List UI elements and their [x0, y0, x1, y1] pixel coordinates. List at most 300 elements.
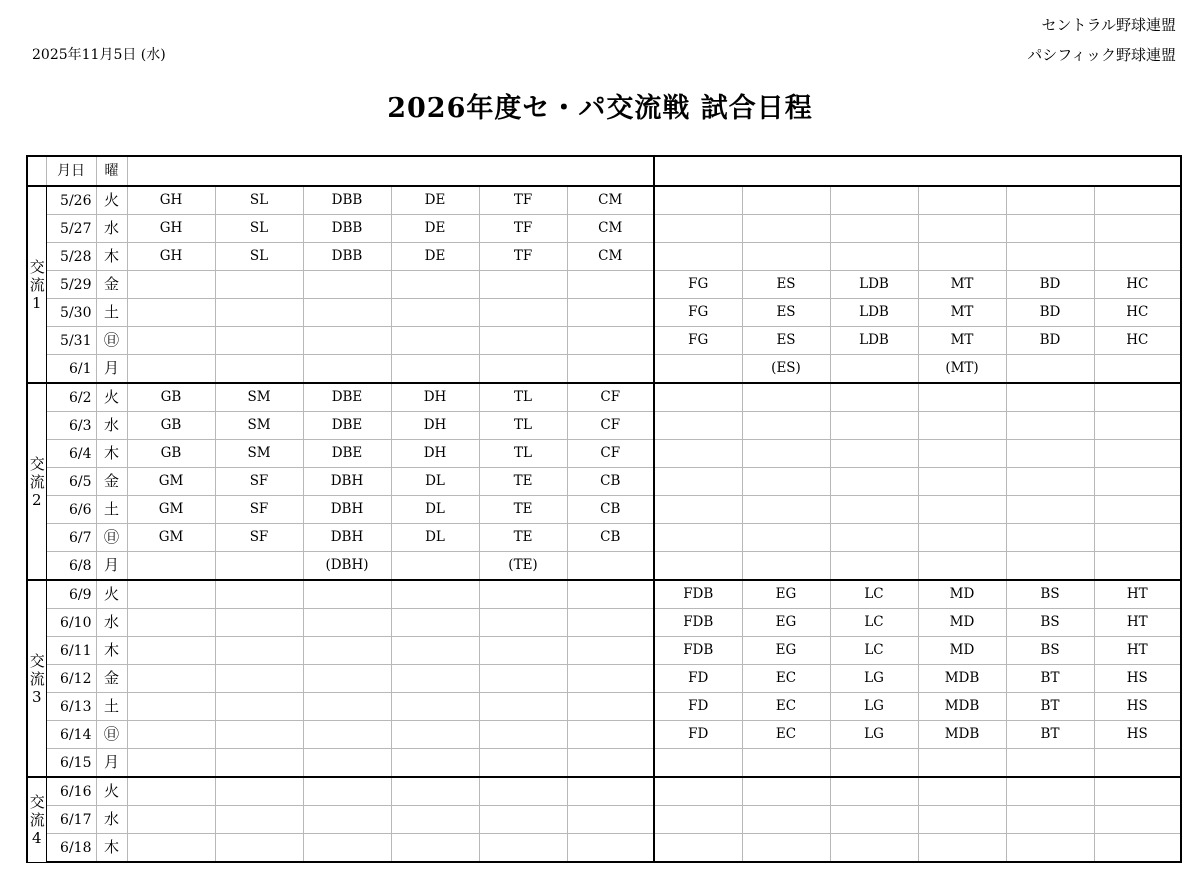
central-matchup-cell: CM — [567, 186, 654, 215]
pacific-matchup-cell: ES — [742, 327, 830, 355]
central-matchup-cell — [127, 721, 215, 749]
central-matchup-cell — [303, 806, 391, 834]
header-row — [27, 156, 1181, 186]
weekday-cell: 水 — [96, 412, 127, 440]
pacific-matchup-cell: HC — [1094, 271, 1181, 299]
central-matchup-cell — [567, 637, 654, 665]
central-matchup-cell — [567, 749, 654, 778]
pacific-matchup-cell: EG — [742, 637, 830, 665]
pacific-matchup-cell: HT — [1094, 580, 1181, 609]
pacific-matchup-cell — [918, 186, 1006, 215]
pacific-matchup-cell: BT — [1006, 665, 1094, 693]
pacific-matchup-cell — [1006, 412, 1094, 440]
pacific-matchup-cell: MD — [918, 637, 1006, 665]
pacific-matchup-cell — [918, 552, 1006, 581]
block-label-char: 2 — [31, 490, 42, 509]
central-matchup-cell: DBE — [303, 412, 391, 440]
central-matchup-cell — [127, 327, 215, 355]
central-matchup-cell: CF — [567, 383, 654, 412]
pacific-matchup-cell — [654, 524, 742, 552]
central-matchup-cell — [215, 552, 303, 581]
central-matchup-cell: CF — [567, 412, 654, 440]
central-matchup-cell — [303, 271, 391, 299]
header-central-group — [127, 156, 654, 186]
central-matchup-cell: GM — [127, 468, 215, 496]
central-matchup-cell: SL — [215, 186, 303, 215]
pacific-matchup-cell — [918, 834, 1006, 863]
pacific-matchup-cell: EC — [742, 665, 830, 693]
pacific-matchup-cell — [1094, 215, 1181, 243]
pacific-matchup-cell — [1094, 524, 1181, 552]
header-month-day: 月日 — [46, 156, 96, 186]
pacific-matchup-cell: HC — [1094, 299, 1181, 327]
block-label-char: 流 — [29, 810, 45, 829]
weekday-cell: 月 — [96, 749, 127, 778]
central-matchup-cell: GB — [127, 440, 215, 468]
date-cell: 6/17 — [46, 806, 96, 834]
pacific-matchup-cell — [654, 552, 742, 581]
central-matchup-cell — [567, 806, 654, 834]
central-matchup-cell: DE — [391, 215, 479, 243]
block-label — [27, 777, 46, 862]
date-cell: 5/27 — [46, 215, 96, 243]
central-matchup-cell — [479, 806, 567, 834]
table-row — [27, 412, 1181, 440]
pacific-matchup-cell — [1094, 468, 1181, 496]
table-row — [27, 609, 1181, 637]
central-matchup-cell — [479, 721, 567, 749]
table-row — [27, 327, 1181, 355]
pacific-matchup-cell — [742, 749, 830, 778]
pacific-matchup-cell — [1094, 749, 1181, 778]
table-row — [27, 355, 1181, 384]
central-matchup-cell — [303, 693, 391, 721]
table-row — [27, 693, 1181, 721]
pacific-matchup-cell: HS — [1094, 693, 1181, 721]
block-label-char: 4 — [31, 828, 42, 847]
central-matchup-cell: DL — [391, 468, 479, 496]
issue-date: 2025年11月5日 (水) — [32, 47, 166, 63]
pacific-matchup-cell — [830, 186, 918, 215]
table-row — [27, 383, 1181, 412]
central-matchup-cell: SF — [215, 524, 303, 552]
table-row — [27, 468, 1181, 496]
weekday-cell: 木 — [96, 834, 127, 863]
pacific-matchup-cell — [1006, 749, 1094, 778]
date-cell: 6/9 — [46, 580, 96, 609]
central-matchup-cell: DH — [391, 383, 479, 412]
weekday-cell: 土 — [96, 496, 127, 524]
pacific-matchup-cell — [830, 412, 918, 440]
central-matchup-cell — [567, 355, 654, 384]
central-matchup-cell — [391, 355, 479, 384]
weekday-cell: 火 — [96, 777, 127, 806]
pacific-matchup-cell — [1094, 777, 1181, 806]
block-label-char: 交 — [29, 454, 45, 473]
table-row — [27, 552, 1181, 581]
pacific-matchup-cell: LDB — [830, 271, 918, 299]
weekday-cell: ㊐ — [96, 524, 127, 552]
date-cell: 6/13 — [46, 693, 96, 721]
weekday-cell: 土 — [96, 299, 127, 327]
pacific-matchup-cell: LG — [830, 665, 918, 693]
central-matchup-cell — [127, 580, 215, 609]
pacific-matchup-cell: EG — [742, 609, 830, 637]
pacific-matchup-cell — [830, 496, 918, 524]
central-matchup-cell — [215, 609, 303, 637]
pacific-matchup-cell — [918, 496, 1006, 524]
pacific-matchup-cell: (MT) — [918, 355, 1006, 384]
table-row — [27, 721, 1181, 749]
central-matchup-cell — [567, 271, 654, 299]
central-matchup-cell: CF — [567, 440, 654, 468]
pacific-matchup-cell: FDB — [654, 637, 742, 665]
pacific-matchup-cell: LC — [830, 637, 918, 665]
central-matchup-cell — [567, 299, 654, 327]
pacific-matchup-cell: HS — [1094, 665, 1181, 693]
central-matchup-cell — [391, 834, 479, 863]
date-cell: 5/31 — [46, 327, 96, 355]
pacific-matchup-cell: HC — [1094, 327, 1181, 355]
pacific-matchup-cell — [830, 215, 918, 243]
pacific-matchup-cell: LDB — [830, 327, 918, 355]
date-cell: 6/8 — [46, 552, 96, 581]
central-matchup-cell: CM — [567, 243, 654, 271]
central-matchup-cell — [215, 580, 303, 609]
pacific-matchup-cell — [1006, 468, 1094, 496]
table-row — [27, 777, 1181, 806]
weekday-cell: 水 — [96, 215, 127, 243]
central-matchup-cell — [391, 721, 479, 749]
pacific-matchup-cell: MD — [918, 609, 1006, 637]
table-row — [27, 440, 1181, 468]
central-matchup-cell — [303, 637, 391, 665]
central-matchup-cell — [567, 552, 654, 581]
pacific-matchup-cell: MDB — [918, 665, 1006, 693]
central-matchup-cell: DBH — [303, 496, 391, 524]
pacific-matchup-cell — [654, 215, 742, 243]
central-matchup-cell: CB — [567, 496, 654, 524]
pacific-matchup-cell — [654, 749, 742, 778]
weekday-cell: 木 — [96, 637, 127, 665]
table-row — [27, 243, 1181, 271]
central-matchup-cell — [479, 609, 567, 637]
pacific-matchup-cell — [1094, 834, 1181, 863]
pacific-matchup-cell: MDB — [918, 693, 1006, 721]
date-cell: 5/30 — [46, 299, 96, 327]
pacific-matchup-cell — [830, 355, 918, 384]
pacific-matchup-cell: BT — [1006, 721, 1094, 749]
central-matchup-cell — [391, 609, 479, 637]
central-matchup-cell: CB — [567, 468, 654, 496]
central-matchup-cell — [127, 777, 215, 806]
central-matchup-cell — [215, 271, 303, 299]
central-matchup-cell — [567, 693, 654, 721]
pacific-matchup-cell — [918, 383, 1006, 412]
central-matchup-cell — [567, 580, 654, 609]
central-matchup-cell: SL — [215, 243, 303, 271]
date-cell: 6/6 — [46, 496, 96, 524]
pacific-matchup-cell — [830, 777, 918, 806]
date-cell: 6/11 — [46, 637, 96, 665]
pacific-matchup-cell — [1094, 412, 1181, 440]
central-matchup-cell: CM — [567, 215, 654, 243]
central-matchup-cell — [303, 721, 391, 749]
central-matchup-cell: GH — [127, 243, 215, 271]
central-matchup-cell — [567, 665, 654, 693]
pacific-matchup-cell — [1094, 243, 1181, 271]
central-matchup-cell — [127, 834, 215, 863]
central-matchup-cell — [215, 749, 303, 778]
central-matchup-cell: TE — [479, 496, 567, 524]
pacific-matchup-cell — [830, 468, 918, 496]
pacific-matchup-cell — [742, 777, 830, 806]
date-cell: 6/3 — [46, 412, 96, 440]
pacific-matchup-cell — [830, 243, 918, 271]
table-row — [27, 637, 1181, 665]
central-matchup-cell: SL — [215, 215, 303, 243]
pacific-matchup-cell — [654, 496, 742, 524]
date-cell: 5/29 — [46, 271, 96, 299]
weekday-cell: 木 — [96, 243, 127, 271]
weekday-cell: 木 — [96, 440, 127, 468]
pacific-matchup-cell — [654, 806, 742, 834]
central-matchup-cell: SF — [215, 496, 303, 524]
central-matchup-cell: TE — [479, 468, 567, 496]
weekday-cell: 月 — [96, 355, 127, 384]
central-matchup-cell: SM — [215, 383, 303, 412]
central-matchup-cell — [303, 580, 391, 609]
central-matchup-cell — [391, 777, 479, 806]
block-label-char: 1 — [31, 293, 42, 312]
table-row — [27, 806, 1181, 834]
central-matchup-cell: (TE) — [479, 552, 567, 581]
weekday-cell: 金 — [96, 468, 127, 496]
pacific-matchup-cell: HT — [1094, 637, 1181, 665]
block-label-char: 交 — [29, 792, 45, 811]
pacific-matchup-cell: BS — [1006, 637, 1094, 665]
central-matchup-cell — [567, 834, 654, 863]
pacific-matchup-cell — [830, 440, 918, 468]
date-cell: 6/7 — [46, 524, 96, 552]
pacific-matchup-cell — [1094, 806, 1181, 834]
central-matchup-cell: GH — [127, 215, 215, 243]
pacific-matchup-cell: FG — [654, 271, 742, 299]
weekday-cell: 金 — [96, 665, 127, 693]
central-matchup-cell — [303, 749, 391, 778]
central-matchup-cell — [479, 327, 567, 355]
central-matchup-cell — [391, 580, 479, 609]
central-matchup-cell — [391, 299, 479, 327]
header-weekday: 曜 — [96, 156, 127, 186]
central-matchup-cell: GB — [127, 383, 215, 412]
central-matchup-cell — [215, 721, 303, 749]
central-matchup-cell: TL — [479, 440, 567, 468]
pacific-matchup-cell: LC — [830, 580, 918, 609]
pacific-matchup-cell: MT — [918, 299, 1006, 327]
pacific-matchup-cell — [918, 749, 1006, 778]
central-matchup-cell — [479, 580, 567, 609]
pacific-matchup-cell — [742, 468, 830, 496]
pacific-matchup-cell — [830, 834, 918, 863]
pacific-matchup-cell: FD — [654, 665, 742, 693]
pacific-matchup-cell: (ES) — [742, 355, 830, 384]
pacific-matchup-cell — [1094, 440, 1181, 468]
pacific-matchup-cell: BD — [1006, 327, 1094, 355]
pacific-matchup-cell — [918, 243, 1006, 271]
central-matchup-cell — [303, 299, 391, 327]
central-matchup-cell: GH — [127, 186, 215, 215]
central-matchup-cell — [479, 777, 567, 806]
pacific-matchup-cell — [1006, 777, 1094, 806]
central-matchup-cell: TF — [479, 186, 567, 215]
header-block-cell — [27, 156, 46, 186]
date-cell: 6/2 — [46, 383, 96, 412]
block-label-char: 交 — [29, 651, 45, 670]
central-matchup-cell: SF — [215, 468, 303, 496]
pacific-matchup-cell — [1006, 243, 1094, 271]
central-matchup-cell: GM — [127, 524, 215, 552]
pacific-matchup-cell: FDB — [654, 609, 742, 637]
central-matchup-cell — [215, 806, 303, 834]
pacific-matchup-cell — [918, 806, 1006, 834]
central-matchup-cell — [391, 637, 479, 665]
pacific-matchup-cell — [830, 749, 918, 778]
pacific-matchup-cell: MD — [918, 580, 1006, 609]
central-matchup-cell — [303, 834, 391, 863]
pacific-matchup-cell — [742, 383, 830, 412]
central-matchup-cell: (DBH) — [303, 552, 391, 581]
table-row — [27, 749, 1181, 778]
central-matchup-cell: DL — [391, 496, 479, 524]
central-matchup-cell — [391, 665, 479, 693]
central-matchup-cell: TL — [479, 383, 567, 412]
table-row — [27, 665, 1181, 693]
central-matchup-cell — [215, 693, 303, 721]
pacific-matchup-cell — [918, 777, 1006, 806]
block-label-char: 流 — [29, 472, 45, 491]
central-matchup-cell — [567, 327, 654, 355]
pacific-matchup-cell — [742, 834, 830, 863]
central-matchup-cell — [479, 834, 567, 863]
central-matchup-cell: DL — [391, 524, 479, 552]
central-matchup-cell — [127, 609, 215, 637]
weekday-cell: 火 — [96, 383, 127, 412]
central-matchup-cell: DBE — [303, 383, 391, 412]
central-matchup-cell — [215, 665, 303, 693]
central-matchup-cell — [391, 806, 479, 834]
central-matchup-cell — [127, 637, 215, 665]
pacific-matchup-cell: ES — [742, 271, 830, 299]
pacific-matchup-cell: HS — [1094, 721, 1181, 749]
pacific-matchup-cell — [830, 806, 918, 834]
pacific-matchup-cell: LG — [830, 693, 918, 721]
central-matchup-cell: SM — [215, 412, 303, 440]
pacific-matchup-cell — [830, 383, 918, 412]
central-matchup-cell — [479, 271, 567, 299]
pacific-matchup-cell: BS — [1006, 580, 1094, 609]
pacific-matchup-cell: BD — [1006, 271, 1094, 299]
pacific-matchup-cell — [742, 412, 830, 440]
central-matchup-cell: GM — [127, 496, 215, 524]
pacific-matchup-cell — [654, 243, 742, 271]
pacific-matchup-cell: LDB — [830, 299, 918, 327]
pacific-matchup-cell — [654, 440, 742, 468]
central-matchup-cell — [127, 355, 215, 384]
block-label-char: 3 — [31, 687, 42, 706]
date-cell: 6/5 — [46, 468, 96, 496]
table-row — [27, 496, 1181, 524]
central-matchup-cell — [479, 355, 567, 384]
pacific-matchup-cell — [742, 496, 830, 524]
central-matchup-cell — [391, 271, 479, 299]
pacific-matchup-cell — [918, 412, 1006, 440]
central-matchup-cell — [479, 749, 567, 778]
central-matchup-cell — [127, 693, 215, 721]
pacific-matchup-cell — [654, 468, 742, 496]
central-matchup-cell: DE — [391, 243, 479, 271]
table-row — [27, 215, 1181, 243]
weekday-cell: 金 — [96, 271, 127, 299]
pacific-matchup-cell — [742, 524, 830, 552]
central-matchup-cell: DBB — [303, 243, 391, 271]
weekday-cell: 火 — [96, 580, 127, 609]
pacific-matchup-cell — [742, 186, 830, 215]
central-matchup-cell — [391, 327, 479, 355]
pacific-matchup-cell — [1094, 186, 1181, 215]
table-row — [27, 524, 1181, 552]
pacific-matchup-cell — [742, 806, 830, 834]
pacific-matchup-cell — [654, 412, 742, 440]
pacific-matchup-cell — [1006, 355, 1094, 384]
central-matchup-cell: DBB — [303, 215, 391, 243]
date-cell: 6/14 — [46, 721, 96, 749]
pacific-matchup-cell: HT — [1094, 609, 1181, 637]
central-matchup-cell — [303, 355, 391, 384]
central-matchup-cell — [215, 777, 303, 806]
date-cell: 5/26 — [46, 186, 96, 215]
central-matchup-cell — [479, 693, 567, 721]
central-matchup-cell — [127, 552, 215, 581]
central-matchup-cell — [567, 777, 654, 806]
central-matchup-cell — [567, 609, 654, 637]
central-matchup-cell — [479, 665, 567, 693]
central-matchup-cell — [391, 693, 479, 721]
date-cell: 6/4 — [46, 440, 96, 468]
central-matchup-cell — [127, 806, 215, 834]
pacific-matchup-cell — [654, 777, 742, 806]
block-label — [27, 580, 46, 777]
pacific-matchup-cell — [654, 186, 742, 215]
central-matchup-cell: GB — [127, 412, 215, 440]
pacific-matchup-cell — [742, 552, 830, 581]
pacific-matchup-cell: FD — [654, 721, 742, 749]
weekday-cell: ㊐ — [96, 721, 127, 749]
pacific-matchup-cell — [1094, 383, 1181, 412]
pacific-matchup-cell — [1094, 355, 1181, 384]
central-matchup-cell — [303, 327, 391, 355]
pacific-matchup-cell — [1006, 806, 1094, 834]
weekday-cell: 水 — [96, 806, 127, 834]
central-matchup-cell — [479, 637, 567, 665]
weekday-cell: 月 — [96, 552, 127, 581]
pacific-matchup-cell: BT — [1006, 693, 1094, 721]
central-matchup-cell — [215, 299, 303, 327]
central-matchup-cell: DBH — [303, 524, 391, 552]
central-matchup-cell: DBE — [303, 440, 391, 468]
central-matchup-cell — [127, 271, 215, 299]
pacific-matchup-cell — [1094, 552, 1181, 581]
